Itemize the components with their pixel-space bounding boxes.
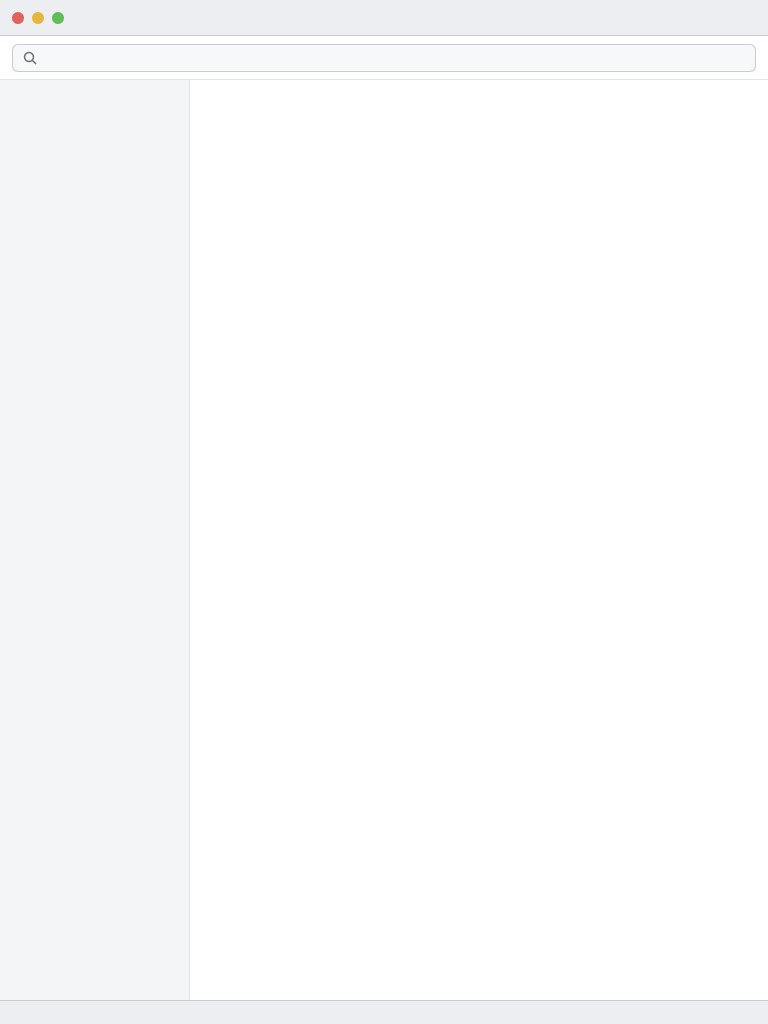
status-bar <box>0 1000 768 1024</box>
window-body <box>0 80 768 1000</box>
search-box[interactable] <box>12 44 756 72</box>
search-input[interactable] <box>43 49 745 66</box>
page-title <box>214 100 744 124</box>
sidebar-item[interactable] <box>0 120 189 150</box>
toolbar <box>0 36 768 80</box>
search-icon <box>23 51 37 65</box>
sidebar <box>0 80 190 1000</box>
minimize-window-button[interactable] <box>32 12 44 24</box>
maximize-window-button[interactable] <box>52 12 64 24</box>
close-window-button[interactable] <box>12 12 24 24</box>
title-bar <box>0 0 768 36</box>
main-content <box>190 80 768 1000</box>
sidebar-item[interactable] <box>0 150 189 180</box>
sidebar-item[interactable] <box>0 90 189 120</box>
window-controls <box>12 12 64 24</box>
body-text <box>214 136 744 156</box>
